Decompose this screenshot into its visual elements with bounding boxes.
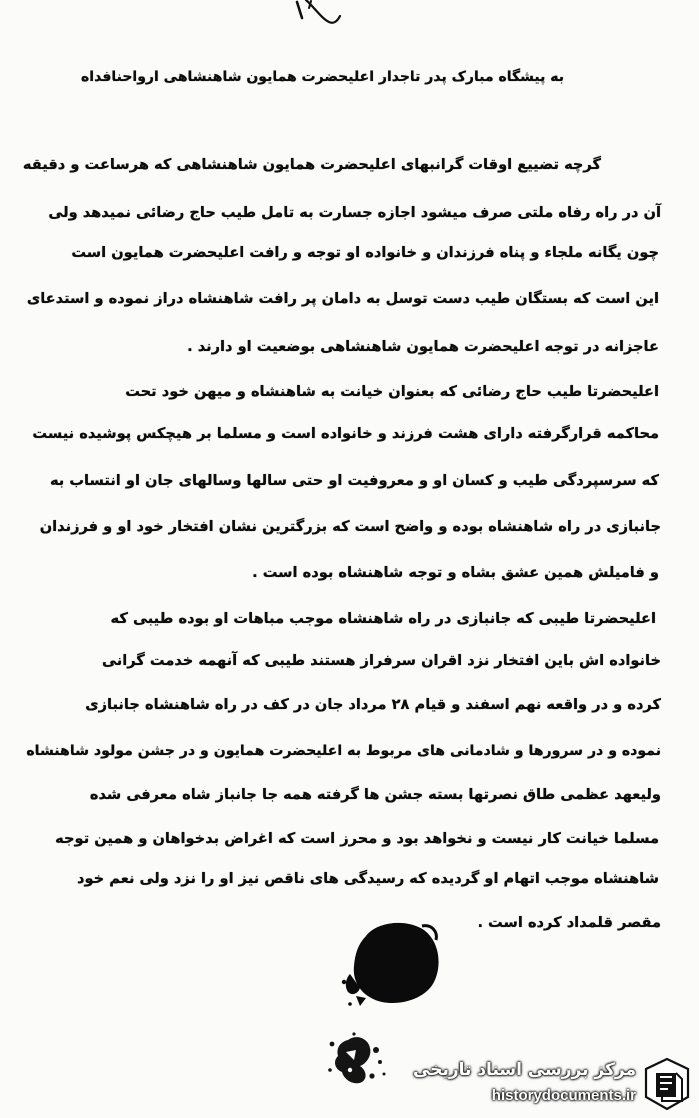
letter-line: شاهنشاه موجب اتهام او گردیده که رسیدگی های ناقص نیز او را نزد ولی نعم خود	[77, 870, 659, 887]
letter-line: اعلیحضرتا طیبی که جانبازی در راه شاهنشاه موجب مباهات او بوده طیبی که	[110, 610, 656, 627]
letter-line: ولیعهد عظمی طاق نصرتها بسته جشن ها گرفته همه جا جانباز شاه معرفی شده	[89, 786, 661, 803]
letter-line: خانواده اش باین افتخار نزد اقران سرفراز هستند طیبی که آنهمه خدمت گرانی	[101, 652, 661, 669]
letter-line: کرده و در واقعه نهم اسفند و قیام ۲۸ مرداد جان در کف در راه شاهنشاه جانبازی	[85, 696, 661, 713]
letter-heading: به پیشگاه مبارک پدر تاجدار اعلیحضرت همایون شاهنشاهی ارواحنافداه	[81, 69, 564, 85]
watermark-site: historydocuments.ir	[491, 1087, 636, 1104]
letter-line: جانبازی در راه شاهنشاه بوده و واضح است که بزرگترین نشان افتخار خود او و فرزندان	[39, 518, 661, 535]
letter-line: این است که بستگان طیب دست توسل به دامان پر رافت شاهنشاه دراز نموده و استدعای	[26, 290, 659, 307]
fingerprint-stamp-icon	[336, 916, 446, 1008]
watermark-title: مرکز بررسی اسناد تاریخی	[413, 1060, 636, 1080]
handwritten-mark-icon	[285, 0, 345, 28]
letter-line: آن در راه رفاه ملتی صرف میشود اجازه جسارت به تامل طیب حاج رضائی نمیدهد ولی	[48, 204, 661, 221]
letter-line: نموده و در سرورها و شادمانی های مربوط به اعلیحضرت همایون و در جشن مولود شاهنشاه	[26, 743, 661, 759]
letter-line: و فامیلش همین عشق بشاه و توجه شاهنشاه بوده است .	[252, 564, 659, 581]
letter-line: چون یگانه ملجاء و پناه فرزندان و خانواده او توجه و رافت اعلیحضرت همایون است	[71, 244, 659, 261]
ink-scribble-icon	[326, 1030, 388, 1086]
archive-logo-icon	[642, 1057, 692, 1111]
watermark	[414, 1057, 694, 1113]
letter-line: اعلیحضرتا طیب حاج رضائی که بعنوان خیانت به شاهنشاه و میهن خود تحت	[125, 383, 659, 400]
letter-line: گرچه تضییع اوقات گرانبهای اعلیحضرت همایون شاهنشاهی که هرساعت و دقیقه	[22, 156, 601, 173]
letter-line: مقصر قلمداد کرده است .	[477, 914, 661, 931]
letter-line: مسلما خیانت کار نیست و نخواهد بود و محرز است که اغراض بدخواهان و همین توجه	[55, 830, 659, 847]
letter-line: محاکمه قرارگرفته دارای هشت فرزند و خانواده است و مسلما بر هیچکس پوشیده نیست	[32, 425, 659, 442]
letter-line: عاجزانه در توجه اعلیحضرت همایون شاهنشاهی بوضعیت او دارند .	[187, 338, 659, 355]
letter-line: که سرسپردگی طیب و کسان او و معروفیت او حتی سالها وسالهای جان او انتساب به	[49, 472, 659, 489]
